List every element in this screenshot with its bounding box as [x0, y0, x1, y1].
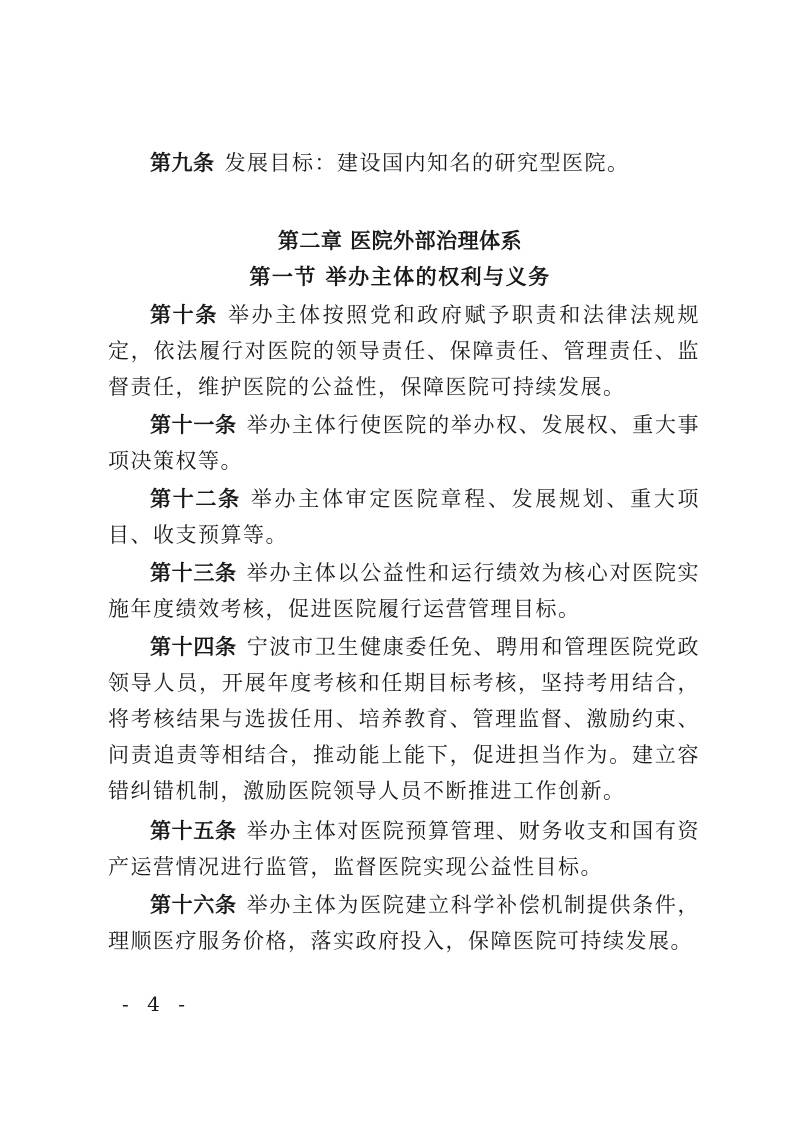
article-number: 第十条 — [150, 303, 218, 327]
article-text: 举办主体对医院预算管理、财务收支和国有资产运营情况进行监管，监督医院实现公益性目标。 — [108, 819, 701, 879]
article-text: 宁波市卫生健康委任免、聘用和管理医院党政领导人员，开展年度考核和任期目标考核，坚持考用结合，将考核结果与选拔任用、培养教育、管理监督、激励约束、问责追责等相结合，推动能上能下，促进担当作为。建立容错纠错机制，激励医院领导人员不断推进工作创新。 — [108, 635, 701, 803]
article-text: 举办主体审定医院章程、发展规划、重大项目、收支预算等。 — [108, 487, 701, 547]
article-number: 第十六条 — [150, 893, 237, 917]
article-text: 举办主体按照党和政府赋予职责和法律法规规定，依法履行对医院的领导责任、保障责任、管理责任、监督责任，维护医院的公益性，保障医院可持续发展。 — [108, 303, 701, 399]
article-14 — [108, 629, 700, 809]
article-16 — [108, 887, 700, 959]
article-number: 第十一条 — [150, 413, 237, 437]
article-15 — [108, 813, 700, 885]
article-9 — [108, 145, 700, 181]
article-number: 第十三条 — [150, 561, 237, 585]
article-10 — [108, 297, 700, 405]
article-13 — [108, 555, 700, 627]
article-text: 举办主体为医院建立科学补偿机制提供条件，理顺医疗服务价格，落实政府投入，保障医院可持续发展。 — [108, 893, 701, 953]
article-text: 发展目标：建设国内知名的研究型医院。 — [224, 151, 630, 175]
chapter-title: 第二章 医院外部治理体系 — [277, 229, 523, 253]
article-number: 第九条 — [150, 151, 215, 175]
article-number: 第十二条 — [150, 487, 241, 511]
article-number: 第十四条 — [150, 635, 237, 659]
page-number: - 4 - — [122, 992, 191, 1016]
article-text: 举办主体行使医院的举办权、发展权、重大事项决策权等。 — [108, 413, 701, 473]
article-text: 举办主体以公益性和运行绩效为核心对医院实施年度绩效考核，促进医院履行运营管理目标。 — [108, 561, 701, 621]
article-11 — [108, 407, 700, 479]
article-number: 第十五条 — [150, 819, 237, 843]
section-title: 第一节 举办主体的权利与义务 — [249, 264, 551, 289]
article-12 — [108, 481, 700, 553]
